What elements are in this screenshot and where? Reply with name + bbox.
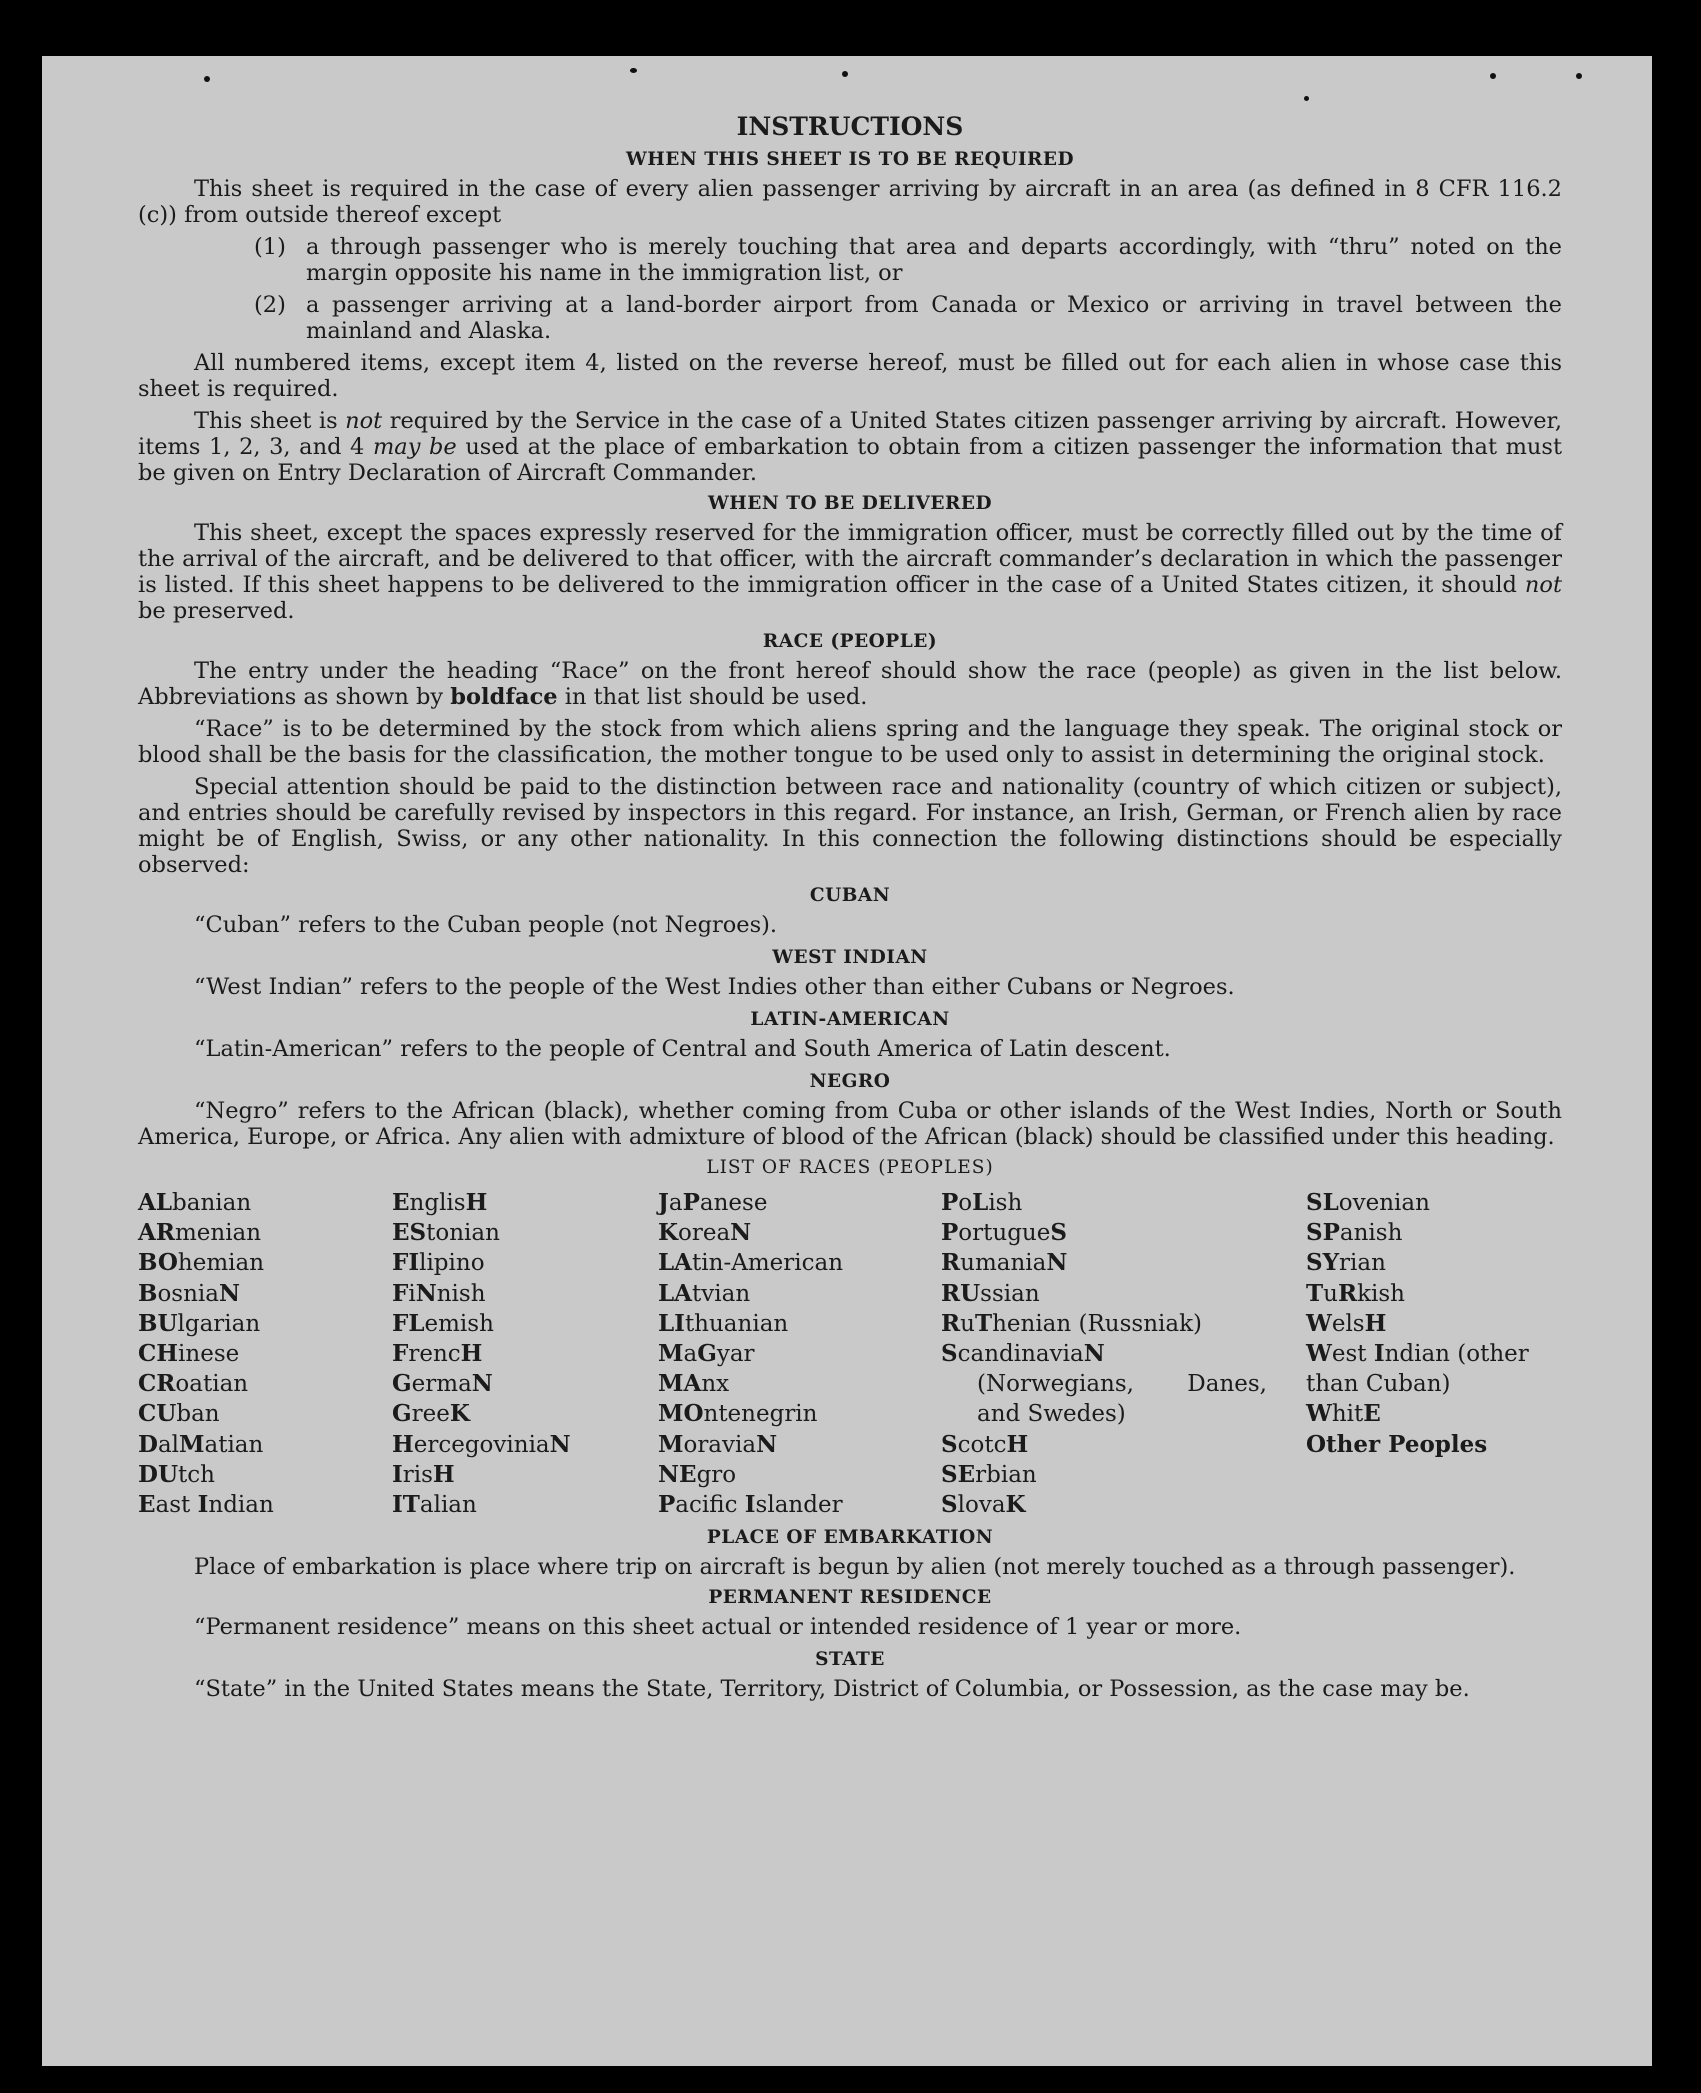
race-entry: BUlgarian [138, 1309, 261, 1337]
heading-state: STATE [815, 1649, 885, 1671]
race-entry: WelsH [1306, 1309, 1387, 1337]
heading-embarkation: PLACE OF EMBARKATION [706, 1527, 994, 1549]
state-definition: “State” in the United States means the State, Territory, District of Columbia, or Possession, as the case may be. [194, 1676, 1470, 1703]
race-entry: ScandinaviaN (Norwegians, Danes, and Swedes) [941, 1340, 1267, 1428]
race-entry: ALbanian [138, 1189, 252, 1216]
speck [1490, 73, 1496, 79]
latin-american-definition: “Latin-American” refers to the people of Central and South America of Latin descent. [194, 1036, 1171, 1062]
race-list [138, 1188, 1562, 1520]
instructions-body [138, 112, 1562, 1708]
race-entry: MoraviaN [658, 1430, 778, 1458]
race-paragraph-2: “Race” is to be determined by the stock from which aliens spring and the language they speak. The original stock or blood shall be the basis for the classification, the mother tongue to be used only to assist in determining the original stock. [138, 716, 1562, 768]
race-entry: Other Peoples [1306, 1430, 1488, 1458]
race-entry: LIthuanian [658, 1309, 789, 1337]
race-entry: WhitE [1306, 1400, 1381, 1428]
race-column-3 [658, 1188, 941, 1520]
exception-item-2: (2) a passenger arriving at a land-border airport from Canada or Mexico or arriving in travel between the mainland and Alaska. [254, 292, 1562, 344]
speck [1304, 96, 1309, 101]
negro-definition: “Negro” refers to the African (black), whether coming from Cuba or other islands of the West Indies, North or South America, Europe, or Africa. Any alien with admixture of blood of the African (black) should be classified under this heading. [138, 1098, 1562, 1150]
exception-item-1: (1) a through passenger who is merely touching that area and departs accordingly, with “thru” noted on the margin opposite his name in the immigration list, or [254, 234, 1562, 286]
race-entry: SlovaK [941, 1491, 1026, 1519]
race-entry: West Indian (other than Cuban) [1306, 1340, 1529, 1398]
race-entry: PortugueS [941, 1219, 1067, 1247]
race-entry: CUban [138, 1400, 220, 1428]
race-column-4 [941, 1188, 1306, 1520]
race-entry: SErbian [941, 1460, 1037, 1488]
race-entry: FIlipino [392, 1249, 485, 1277]
when-delivered-paragraph: This sheet, except the spaces expressly reserved for the immigration officer, must be correctly filled out by the time of the arrival of the aircraft, and be delivered to that officer, with the aircraft commander’s declaration in which the passenger is listed. If this sheet happens to be delivered to the immigration officer in the case of a United States citizen, it should not be preserved. [138, 520, 1562, 624]
race-entry: MOntenegrin [658, 1400, 818, 1428]
race-entry: IrisH [392, 1460, 455, 1488]
race-entry: ARmenian [138, 1219, 262, 1247]
west-indian-definition: “West Indian” refers to the people of the West Indies other than either Cubans or Negroes. [194, 974, 1235, 1000]
race-entry: MaGyar [658, 1340, 755, 1368]
race-entry: East Indian [138, 1491, 274, 1519]
heading-west-indian: WEST INDIAN [772, 947, 928, 968]
race-paragraph-1: The entry under the heading “Race” on the front hereof should show the race (people) as given in the list below. Abbreviations as shown by boldface in that list should be used. [138, 658, 1562, 710]
cuban-definition: “Cuban” refers to the Cuban people (not Negroes). [194, 912, 778, 938]
heading-cuban: CUBAN [809, 885, 891, 906]
numbered-items-paragraph: All numbered items, except item 4, listed on the reverse hereof, must be filled out for each alien in whose case this sheet is required. [138, 350, 1562, 402]
when-required-intro: This sheet is required in the case of every alien passenger arriving by aircraft in an area (as defined in 8 CFR 116.2 (c)) from outside thereof except [138, 176, 1562, 228]
race-entry: EnglisH [392, 1189, 488, 1216]
race-entry: GermaN [392, 1370, 493, 1398]
heading-list-of-races: LIST OF RACES (PEOPLES) [706, 1157, 994, 1178]
heading-when-delivered: WHEN TO BE DELIVERED [708, 493, 992, 514]
race-entry: KoreaN [658, 1219, 752, 1247]
race-entry: FiNnish [392, 1279, 486, 1307]
race-entry: FLemish [392, 1309, 494, 1337]
race-entry: CRoatian [138, 1370, 249, 1398]
race-entry: DUtch [138, 1460, 215, 1488]
race-entry: CHinese [138, 1340, 240, 1368]
residence-definition: “Permanent residence” means on this sheet actual or intended residence of 1 year or more. [194, 1614, 1242, 1641]
heading-race: RACE (PEOPLE) [762, 631, 938, 652]
speck [842, 71, 848, 77]
speck [1576, 73, 1582, 79]
race-column-5 [1306, 1188, 1562, 1520]
race-entry: PoLish [941, 1189, 1023, 1216]
citizen-paragraph: This sheet is not required by the Service in the case of a United States citizen passenger arriving by aircraft. However, items 1, 2, 3, and 4 may be used at the place of embarkation to obtain from a citizen passenger the information that must be given on Entry Declaration of Aircraft Commander. [138, 408, 1562, 486]
race-entry: HercegoviniaN [392, 1430, 571, 1458]
race-column-2 [392, 1188, 658, 1520]
race-entry: DalMatian [138, 1430, 264, 1458]
race-column-1 [138, 1188, 392, 1520]
race-entry: SYrian [1306, 1249, 1386, 1277]
race-entry: JaPanese [658, 1189, 768, 1216]
race-entry: GreeK [392, 1400, 470, 1428]
race-entry: SPanish [1306, 1219, 1403, 1247]
race-entry: RuThenian (Russniak) [941, 1309, 1203, 1337]
race-entry: Pacific Islander [658, 1491, 843, 1519]
race-entry: EStonian [392, 1219, 500, 1247]
page-title: INSTRUCTIONS [736, 112, 964, 141]
race-entry: LAtvian [658, 1279, 751, 1307]
race-entry: TuRkish [1306, 1279, 1405, 1307]
race-entry: NEgro [658, 1460, 737, 1488]
race-entry: ScotcH [941, 1430, 1029, 1458]
race-entry: SLovenian [1306, 1189, 1430, 1216]
embarkation-definition: Place of embarkation is place where trip on aircraft is begun by alien (not merely touched as a through passenger). [194, 1554, 1516, 1581]
race-entry: BosniaN [138, 1279, 241, 1307]
race-entry: MAnx [658, 1370, 730, 1398]
document-sheet [42, 56, 1652, 2066]
heading-permanent-residence: PERMANENT RESIDENCE [708, 1587, 992, 1609]
race-entry: BOhemian [138, 1249, 265, 1277]
race-entry: ITalian [392, 1491, 477, 1519]
heading-negro: NEGRO [809, 1071, 891, 1092]
race-entry: FrencH [392, 1340, 483, 1368]
speck [204, 76, 210, 82]
speck [630, 68, 637, 73]
race-entry: RUssian [941, 1279, 1040, 1307]
race-entry: RumaniaN [941, 1249, 1068, 1277]
heading-latin-american: LATIN-AMERICAN [750, 1009, 950, 1030]
heading-when-required: WHEN THIS SHEET IS TO BE REQUIRED [625, 149, 1074, 170]
race-entry: LAtin-American [658, 1249, 844, 1277]
race-paragraph-3: Special attention should be paid to the distinction between race and nationality (country of which citizen or subject), and entries should be carefully revised by inspectors in this regard. For instance, an Irish, German, or French alien by race might be of English, Swiss, or any other nationality. In this connection the following distinctions should be especially observed: [138, 774, 1562, 878]
